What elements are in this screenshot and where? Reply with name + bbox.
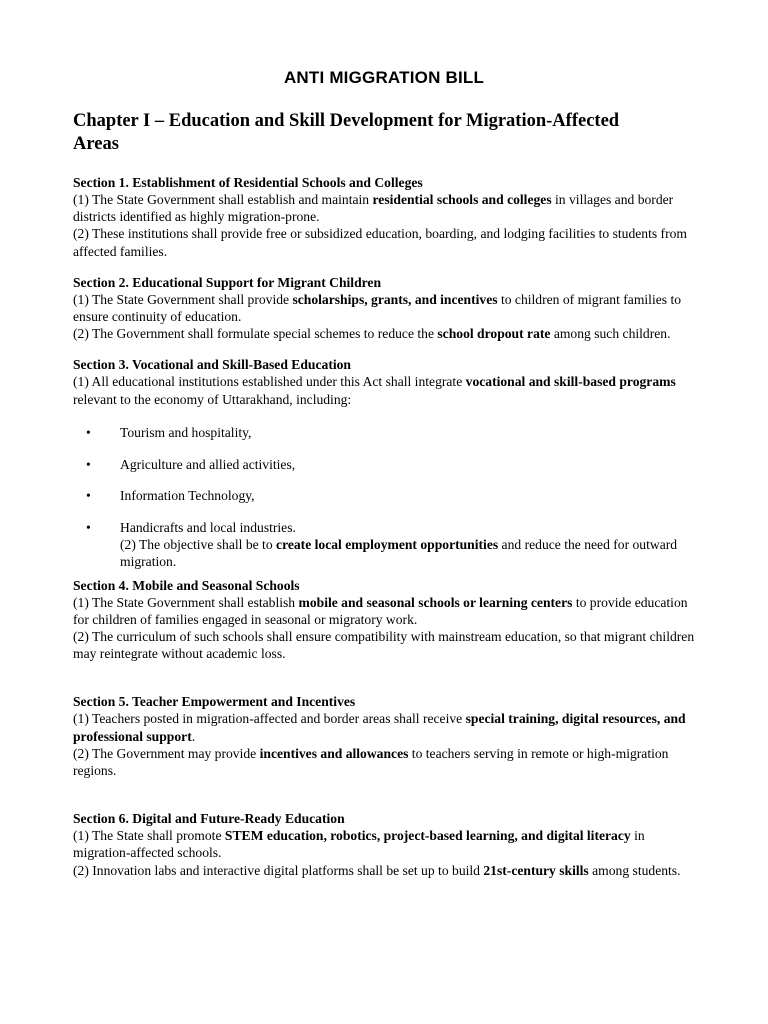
clause-1: (1) Teachers posted in migration-affected and border areas shall receive special training, digital resources, and professional support. [73, 711, 686, 744]
chapter-heading [73, 110, 695, 156]
clause-2: (2) The objective shall be to create local employment opportunities and reduce the need for outward migration. [120, 537, 678, 570]
emphasis: STEM education, robotics, project-based learning, and digital literacy [224, 828, 631, 844]
chapter-heading-line2: Areas [73, 134, 119, 154]
emphasis: special training, digital resources, and professional support [73, 711, 686, 744]
clause-2: (2) These institutions shall provide free or subsidized education, boarding, and lodging facilities to students from affected families. [73, 226, 687, 259]
section-1 [73, 174, 695, 260]
list-item: • Information Technology, [86, 488, 255, 504]
bullet-icon: • [86, 488, 91, 504]
emphasis: scholarships, grants, and incentives [292, 291, 498, 307]
emphasis: residential schools and colleges [372, 192, 552, 207]
document-title: ANTI MIGGRATION BILL [283, 68, 485, 87]
bullet-icon: • [86, 519, 91, 535]
clause-2: (2) The Government may provide incentives and allowances to teachers serving in remote or high-migration regions. [73, 745, 669, 778]
section-heading: Section 1. Establishment of Residential Schools and Colleges [73, 175, 423, 190]
emphasis: vocational and skill-based programs [465, 374, 676, 390]
list-item: • Tourism and hospitality, [86, 424, 252, 440]
emphasis: 21st-century skills [483, 862, 589, 878]
list-item: • Agriculture and allied activities, [86, 456, 296, 472]
section-heading: Section 5. Teacher Empowerment and Incentives [73, 694, 356, 710]
emphasis: school dropout rate [437, 326, 551, 342]
clause-2: (2) The Government shall formulate special schemes to reduce the school dropout rate among such children. [73, 326, 671, 342]
section-heading: Section 6. Digital and Future-Ready Education [73, 811, 345, 827]
section-6 [73, 810, 695, 879]
clause-1: (1) The State Government shall establish and maintain residential schools and colleges in villages and border districts identified as highly migration-prone. [73, 192, 674, 225]
section-4 [73, 577, 695, 663]
clause-1: (1) The State Government shall establish mobile and seasonal schools or learning centers to provide education for children of families engaged in seasonal or migratory work. [73, 594, 688, 627]
section-2 [73, 274, 695, 343]
emphasis: incentives and allowances [259, 745, 409, 761]
section-heading: Section 4. Mobile and Seasonal Schools [73, 577, 300, 593]
section-5 [73, 693, 695, 779]
chapter-heading-line1: Chapter I – Education and Skill Development for Migration-Affected [73, 111, 620, 131]
emphasis: create local employment opportunities [276, 537, 499, 553]
clause-1: (1) All educational institutions established under this Act shall integrate vocational and skill-based programs relevant to the economy of Uttarakhand, including: [73, 374, 676, 407]
bullet-icon: • [86, 456, 91, 472]
clause-2: (2) The curriculum of such schools shall ensure compatibility with mainstream education, so that migrant children may reintegrate without academic loss. [73, 628, 695, 662]
section-heading: Section 2. Educational Support for Migrant Children [73, 274, 382, 290]
clause-2: (2) Innovation labs and interactive digital platforms shall be set up to build 21st-century skills among students. [73, 862, 681, 878]
section-3 [73, 356, 695, 570]
clause-1: (1) The State shall promote STEM education, robotics, project-based learning, and digital literacy in migration-affected schools. [73, 828, 645, 861]
bullet-list [73, 424, 695, 571]
list-item: • Handicrafts and local industries. (2) The objective shall be to create local employment opportunities and reduce the need for outward migration. [86, 519, 678, 570]
section-heading: Section 3. Vocational and Skill-Based Education [73, 357, 351, 373]
bullet-icon: • [86, 424, 91, 440]
emphasis: mobile and seasonal schools or learning centers [298, 594, 573, 610]
clause-1: (1) The State Government shall provide scholarships, grants, and incentives to children of migrant families to ensure continuity of education. [73, 291, 682, 325]
